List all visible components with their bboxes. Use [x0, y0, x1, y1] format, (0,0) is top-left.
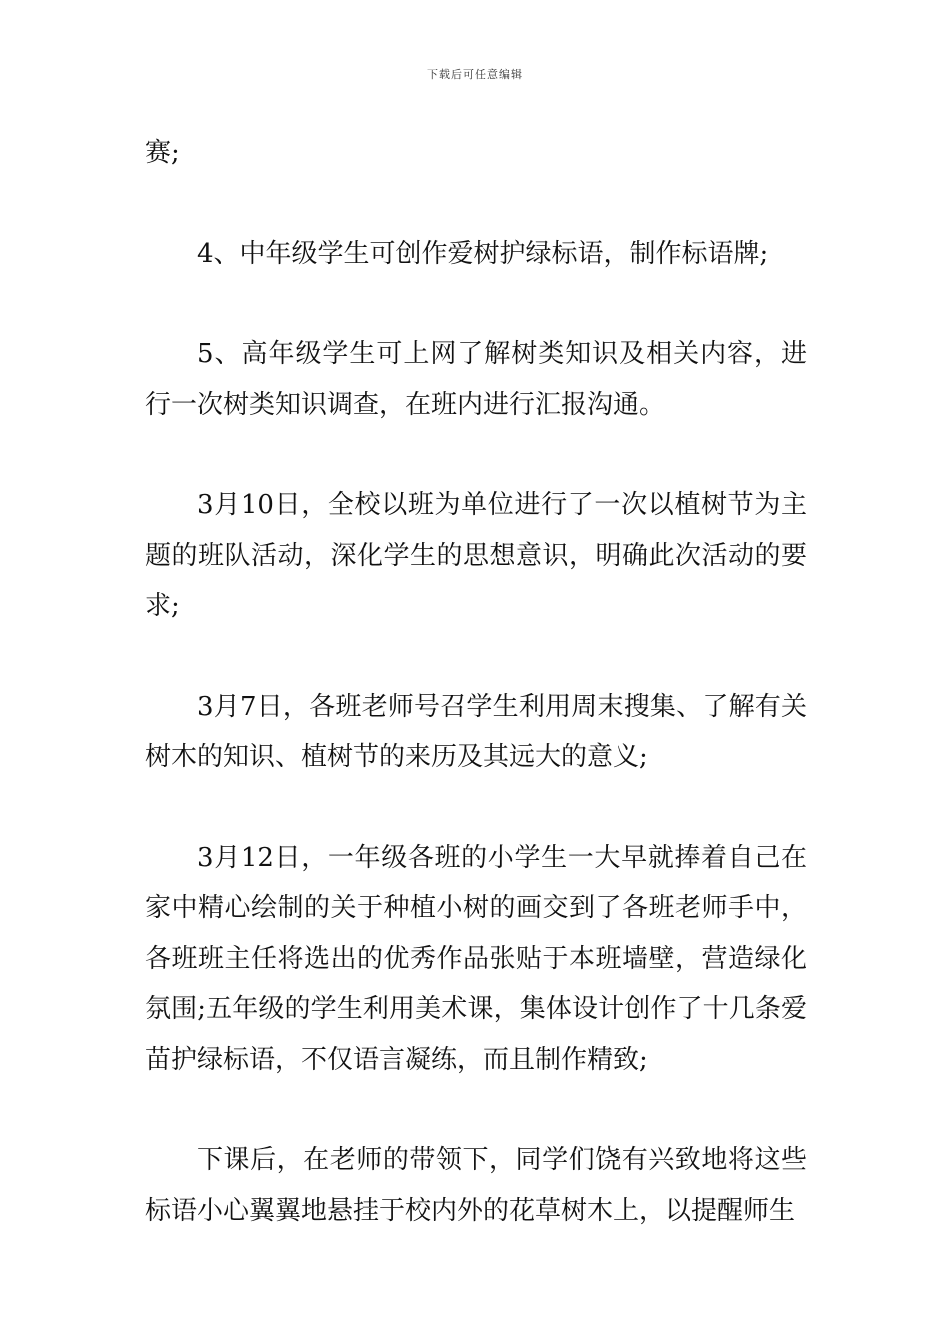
paragraph-march-7: 3月7日，各班老师号召学生利用周末搜集、了解有关树木的知识、植树节的来历及其远大的意义; — [145, 691, 807, 772]
paragraph-item-4: 4、中年级学生可创作爱树护绿标语，制作标语牌; — [197, 238, 769, 269]
paragraph-after-class: 下课后，在老师的带领下，同学们饶有兴致地将这些标语小心翼翼地悬挂于校内外的花草树木上，以提醒师生 — [145, 1145, 807, 1226]
paragraph-continuation: 赛; — [145, 138, 180, 168]
paragraph-item-5: 5、高年级学生可上网了解树类知识及相关内容，进行一次树类知识调查，在班内进行汇报沟通。 — [145, 339, 807, 420]
document-body — [145, 128, 807, 1286]
paragraph-march-10: 3月10日，全校以班为单位进行了一次以植树节为主题的班队活动，深化学生的思想意识，明确此次活动的要求; — [145, 490, 807, 621]
page-header: 下载后可任意编辑 — [427, 68, 523, 81]
paragraph-march-12: 3月12日，一年级各班的小学生一大早就捧着自己在家中精心绘制的关于种植小树的画交到了各班老师手中，各班班主任将选出的优秀作品张贴于本班墙壁，营造绿化氛围;五年级的学生利用美术课，集体设计创作了十几条爱苗护绿标语，不仅语言凝练，而且制作精致; — [145, 842, 807, 1075]
